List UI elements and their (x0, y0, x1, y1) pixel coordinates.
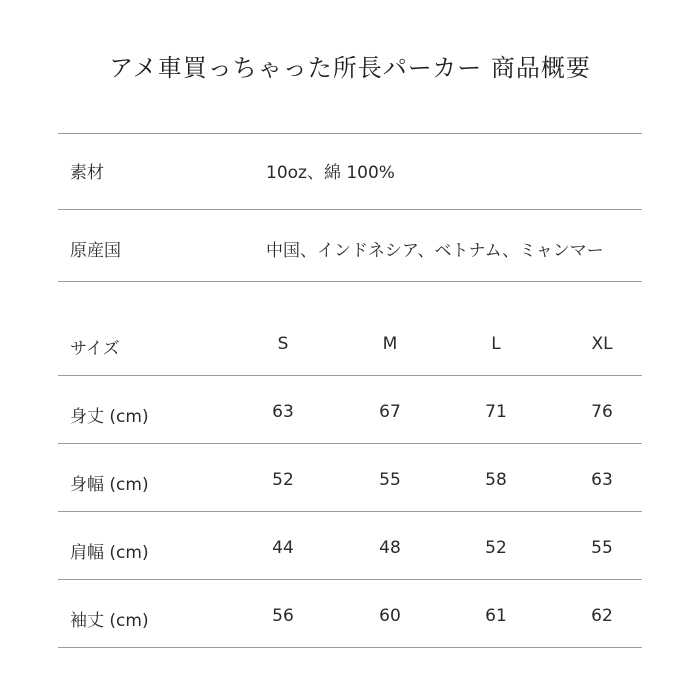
table-row-label: 身幅 (cm) (70, 475, 149, 495)
divider (58, 375, 642, 376)
table-row-label: 肩幅 (cm) (70, 543, 149, 563)
table-row-label: 身丈 (cm) (70, 407, 149, 427)
origin-label: 原産国 (70, 241, 121, 261)
page-title: アメ車買っちゃった所長パーカー 商品概要 (109, 54, 591, 82)
material-label: 素材 (70, 163, 104, 183)
size-header-m: M (382, 334, 398, 354)
divider (58, 511, 642, 512)
size-header-l: L (491, 334, 501, 354)
table-cell: 61 (485, 606, 507, 626)
table-cell: 44 (272, 538, 294, 558)
divider (58, 579, 642, 580)
size-header-xl: XL (591, 334, 613, 354)
material-value: 10oz、綿 100% (266, 163, 395, 183)
size-header-s: S (277, 334, 289, 354)
table-cell: 62 (591, 606, 613, 626)
table-cell: 52 (485, 538, 507, 558)
table-cell: 63 (272, 402, 294, 422)
table-cell: 76 (591, 402, 613, 422)
divider (58, 133, 642, 134)
size-header-label: サイズ (70, 339, 120, 359)
table-row-label: 袖丈 (cm) (70, 611, 149, 631)
divider (58, 443, 642, 444)
divider (58, 209, 642, 210)
table-cell: 55 (591, 538, 613, 558)
table-cell: 48 (379, 538, 401, 558)
origin-value: 中国、インドネシア、ベトナム、ミャンマー (266, 241, 604, 261)
table-cell: 60 (379, 606, 401, 626)
table-cell: 71 (485, 402, 507, 422)
divider (58, 647, 642, 648)
table-cell: 63 (591, 470, 613, 490)
table-cell: 52 (272, 470, 294, 490)
table-cell: 58 (485, 470, 507, 490)
divider (58, 281, 642, 282)
table-cell: 56 (272, 606, 294, 626)
table-cell: 55 (379, 470, 401, 490)
table-cell: 67 (379, 402, 401, 422)
